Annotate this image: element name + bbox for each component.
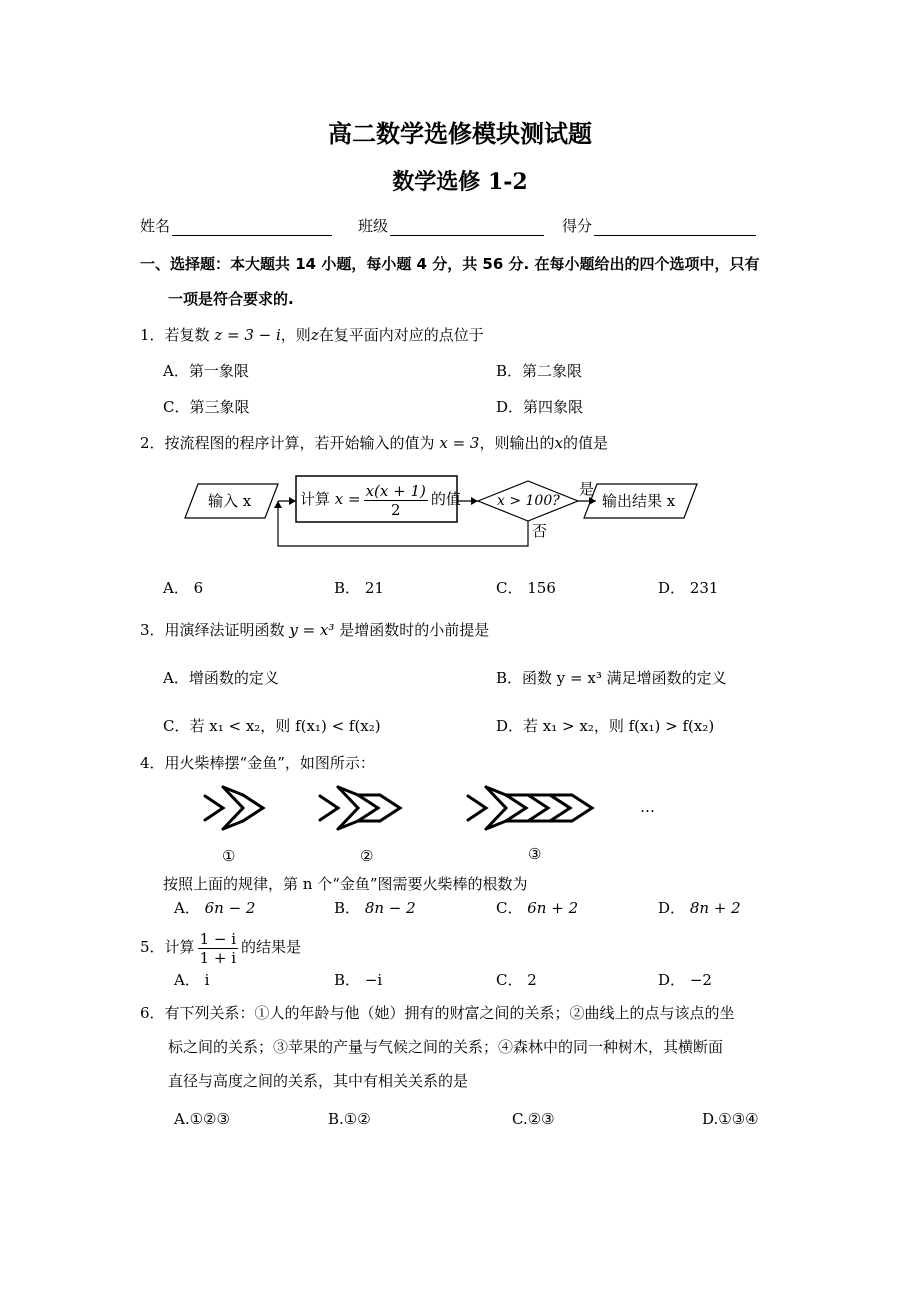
goldfish-figure-3	[468, 787, 592, 829]
q6-line1: 有下列关系：①人的年龄与他（她）拥有的财富之间的关系；②曲线上的点与该点的坐	[164, 1004, 735, 1022]
question-5	[140, 926, 301, 968]
flow-decision-label: x > 100?	[497, 493, 560, 509]
q5-fraction: $\frac{1 - i}{1 + i}$	[199, 929, 237, 967]
flow-input-label: 输入 x	[208, 492, 252, 510]
question-number: 3．	[140, 621, 165, 639]
q6-option-b: B.①②	[328, 1110, 371, 1128]
q4-text2: 按照上面的规律，第 n 个“金鱼”图需要火柴棒的根数为	[163, 875, 528, 893]
q3-post: 是增函数时的小前提是	[339, 621, 490, 639]
q2-option-b: B． 21	[334, 579, 384, 597]
q3-option-d: D．若 x₁ > x₂，则 f(x₁) > f(x₂)	[496, 717, 715, 735]
figure-label-3: ③	[528, 845, 542, 863]
name-label: 姓名	[140, 217, 171, 235]
q3-option-c: C．若 x₁ < x₂，则 f(x₁) < f(x₂)	[163, 717, 381, 735]
question-number: 4．	[140, 754, 165, 772]
flow-no-label: 否	[532, 522, 548, 540]
q1-option-c: C．第三象限	[163, 398, 250, 416]
q3-option-a: A．增函数的定义	[163, 669, 279, 687]
q3-pre: 用演绎法证明函数	[164, 621, 285, 639]
q2-option-d: D． 231	[658, 579, 719, 597]
page-subtitle: 数学选修 1-2	[392, 169, 528, 195]
q3-formula: y = x³	[289, 621, 335, 639]
score-label: 得分	[562, 217, 593, 235]
q4-option-b: B． 8n − 2	[334, 899, 416, 917]
q1-post: 在复平面内对应的点位于	[318, 326, 484, 344]
q2-formula: x = 3	[439, 434, 480, 452]
q5-option-b: B． −i	[334, 971, 383, 989]
class-label: 班级	[358, 217, 389, 235]
q4-option-c: C． 6n + 2	[496, 899, 579, 917]
section-heading-line1: 一、选择题：本大题共 14 小题，每小题 4 分，共 56 分. 在每小题给出的四个选项中，只有	[140, 255, 760, 273]
q6-line2: 标之间的关系；③苹果的产量与气候之间的关系；④森林中的同一种树木，其横断面	[168, 1038, 724, 1056]
q5-pre: 计算	[164, 938, 195, 956]
q1-var: z	[310, 326, 319, 344]
q2-var: x	[554, 434, 563, 452]
q1-option-b: B．第二象限	[496, 362, 583, 380]
q1-option-a: A．第一象限	[163, 362, 249, 380]
q2-option-a: A． 6	[163, 579, 204, 597]
goldfish-figure-2	[320, 787, 400, 829]
flow-yes-label: 是	[579, 480, 595, 498]
flow-calc-prefix: 计算	[300, 490, 331, 508]
q2-pre: 按流程图的程序计算，若开始输入的值为	[164, 434, 435, 452]
q2-option-c: C． 156	[496, 579, 556, 597]
page-title: 高二数学选修模块测试题	[328, 119, 592, 148]
q6-option-d: D.①③④	[702, 1110, 759, 1128]
q5-option-d: D． −2	[658, 971, 712, 989]
flow-calc-suffix: 的值	[430, 490, 461, 508]
q4-ellipsis: …	[640, 798, 655, 816]
q5-option-c: C． 2	[496, 971, 537, 989]
q2-post: 的值是	[562, 434, 608, 452]
question-number: 5．	[140, 938, 165, 956]
q4-option-a: A． 6n − 2	[174, 899, 256, 917]
question-number: 2．	[140, 434, 165, 452]
flow-calc-fraction: $\frac{x(x + 1)}{2}$	[365, 481, 426, 519]
q6-option-a: A.①②③	[174, 1110, 230, 1128]
section-heading-line2: 一项是符合要求的.	[168, 290, 294, 308]
q5-option-a: A． i	[174, 971, 210, 989]
q1-option-d: D．第四象限	[496, 398, 584, 416]
q4-option-d: D． 8n + 2	[658, 899, 741, 917]
q6-option-c: C.②③	[512, 1110, 555, 1128]
q4-text: 用火柴棒摆“金鱼”，如图所示：	[164, 754, 375, 772]
question-number: 6．	[140, 1004, 165, 1022]
flow-calc-lhs: x =	[334, 490, 361, 508]
question-6	[140, 1003, 735, 1023]
q3-option-b: B．函数 y = x³ 满足增函数的定义	[496, 669, 727, 687]
goldfish-figure-1	[205, 787, 263, 829]
q1-pre: 若复数	[164, 326, 210, 344]
q5-post: 的结果是	[241, 938, 302, 956]
q2-mid: ，则输出的	[479, 434, 555, 452]
q1-formula: z = 3 − i	[214, 326, 281, 344]
figure-label-2: ②	[360, 847, 374, 865]
figure-label-1: ①	[222, 847, 236, 865]
q1-mid: ，则	[280, 326, 311, 344]
flow-output-label: 输出结果 x	[602, 492, 676, 510]
question-number: 1．	[140, 326, 165, 344]
q6-line3: 直径与高度之间的关系，其中有相关关系的是	[168, 1072, 469, 1090]
